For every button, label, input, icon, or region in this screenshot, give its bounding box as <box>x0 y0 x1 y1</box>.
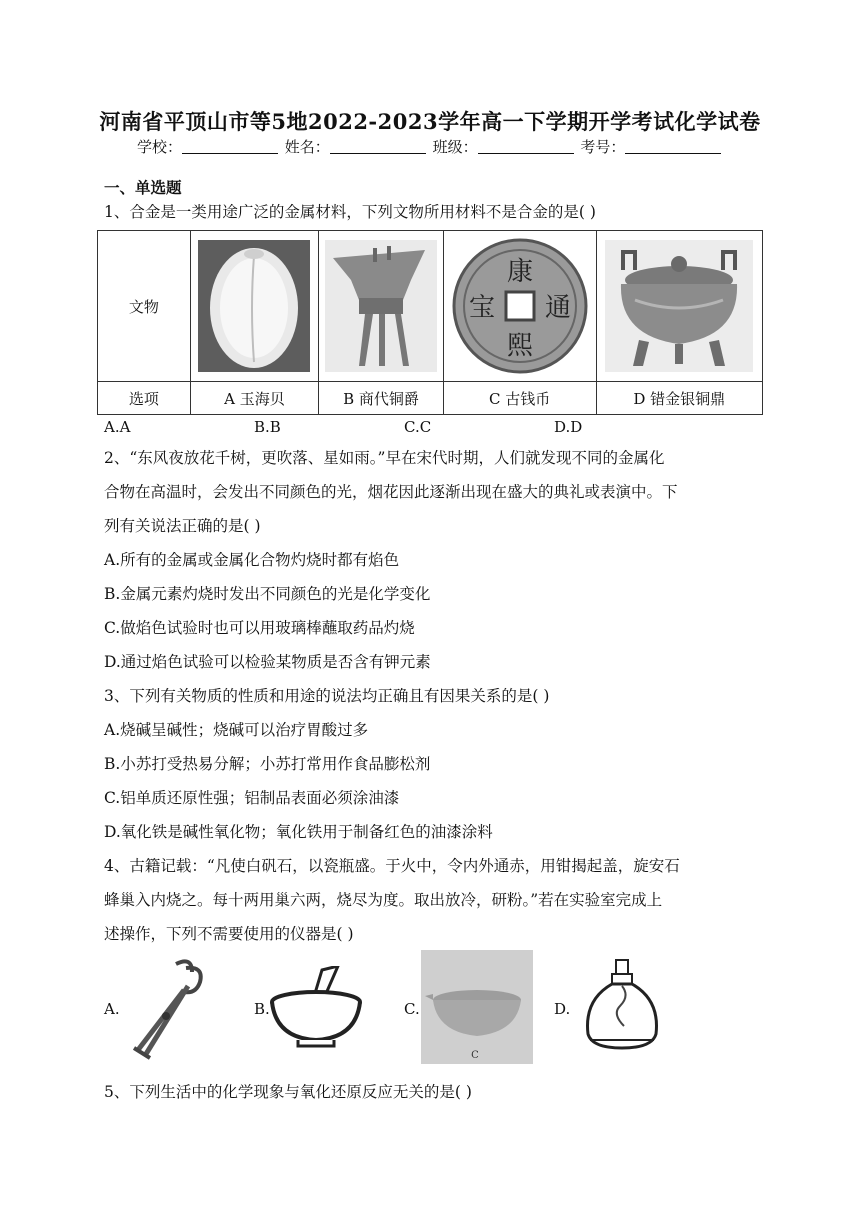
q3-option-d[interactable]: D.氧化铁是碱性氧化物；氧化铁用于制备红色的油漆涂料 <box>104 823 493 841</box>
school-label: 学校： <box>137 138 183 156</box>
crucible-tongs-icon <box>126 958 212 1060</box>
q4-option-a-label[interactable]: A. <box>104 1000 120 1018</box>
student-info-line <box>137 136 723 157</box>
relic-d-image <box>596 231 763 382</box>
q2-stem-line-1: 2、“东风夜放花千树，更吹落、星如雨。”早在宋代时期，人们就发现不同的金属化 <box>104 449 665 467</box>
q4-stem-line-1: 4、古籍记载：“凡使白矾石，以瓷瓶盛。于火中，令内外通赤，用钳揭起盖，旋安石 <box>104 857 680 875</box>
q4-stem-line-2: 蜂巢入内烧之。每十两用巢六两，烧尽为度。取出放冷，研粉。”若在实验室完成上 <box>104 891 663 909</box>
q1-choice-c[interactable]: C.C <box>404 418 432 436</box>
q3-stem: 3、下列有关物质的性质和用途的说法均正确且有因果关系的是( ) <box>104 687 550 705</box>
mortar-pestle-icon <box>268 966 364 1050</box>
q4-option-b-label[interactable]: B. <box>254 1000 270 1018</box>
q1-stem: 1、合金是一类用途广泛的金属材料，下列文物所用材料不是合金的是( ) <box>104 203 596 221</box>
jade-shell-icon <box>198 240 310 372</box>
q2-option-a[interactable]: A.所有的金属或金属化合物灼烧时都有焰色 <box>104 551 400 569</box>
evaporating-dish-photo <box>421 950 533 1064</box>
q2-option-b[interactable]: B.金属元素灼烧时发出不同颜色的光是化学变化 <box>104 585 431 603</box>
coin-char-bottom: 熙 <box>506 331 533 361</box>
q1-choice-d[interactable]: D.D <box>554 418 583 436</box>
q4-option-c-label[interactable]: C. <box>404 1000 420 1018</box>
school-blank[interactable] <box>182 139 278 154</box>
q3-option-a[interactable]: A.烧碱呈碱性；烧碱可以治疗胃酸过多 <box>104 721 369 739</box>
alcohol-lamp-icon <box>580 956 664 1056</box>
section-heading: 一、单选题 <box>104 178 182 197</box>
name-blank[interactable] <box>330 139 426 154</box>
relic-option-b: B 商代铜爵 <box>319 382 444 415</box>
ancient-coin-icon <box>450 236 590 376</box>
q4-stem-line-3: 述操作，下列不需要使用的仪器是( ) <box>104 925 354 943</box>
table-header-relic: 文物 <box>98 231 191 382</box>
bronze-ding-icon <box>605 240 753 372</box>
relic-a-image <box>190 231 319 382</box>
q2-option-c[interactable]: C.做焰色试验时也可以用玻璃棒蘸取药品灼烧 <box>104 619 415 637</box>
coin-char-right: 通 <box>544 293 571 323</box>
coin-char-left: 宝 <box>468 293 495 323</box>
relic-c-image <box>443 231 596 382</box>
q3-option-c[interactable]: C.铝单质还原性强；铝制品表面必须涂油漆 <box>104 789 400 807</box>
name-label: 姓名： <box>284 138 330 156</box>
relic-option-c: C 古钱币 <box>443 382 596 415</box>
q5-stem: 5、下列生活中的化学现象与氧化还原反应无关的是( ) <box>104 1083 472 1101</box>
q2-stem-line-3: 列有关说法正确的是( ) <box>104 517 261 535</box>
class-label: 班级： <box>432 138 478 156</box>
q1-choice-a[interactable]: A.A <box>104 418 131 436</box>
bronze-jue-icon <box>325 240 437 372</box>
q2-option-d[interactable]: D.通过焰色试验可以检验某物质是否含有钾元素 <box>104 653 431 671</box>
photo-caption: C <box>471 1050 479 1061</box>
exam-title: 河南省平顶山市等5地2022-2023学年高一下学期开学考试化学试卷 <box>99 109 761 134</box>
table-header-option: 选项 <box>98 382 191 415</box>
relic-table <box>97 230 763 415</box>
q2-stem-line-2: 合物在高温时，会发出不同颜色的光，烟花因此逐渐出现在盛大的典礼或表演中。下 <box>104 483 678 501</box>
class-blank[interactable] <box>478 139 574 154</box>
q3-option-b[interactable]: B.小苏打受热易分解；小苏打常用作食品膨松剂 <box>104 755 431 773</box>
q4-option-d-label[interactable]: D. <box>554 1000 571 1018</box>
relic-b-image <box>319 231 444 382</box>
relic-option-d: D 错金银铜鼎 <box>596 382 763 415</box>
exam-number-label: 考号： <box>580 138 626 156</box>
exam-number-blank[interactable] <box>625 139 721 154</box>
q1-choice-b[interactable]: B.B <box>254 418 281 436</box>
coin-char-top: 康 <box>506 257 533 287</box>
relic-option-a: A 玉海贝 <box>190 382 319 415</box>
